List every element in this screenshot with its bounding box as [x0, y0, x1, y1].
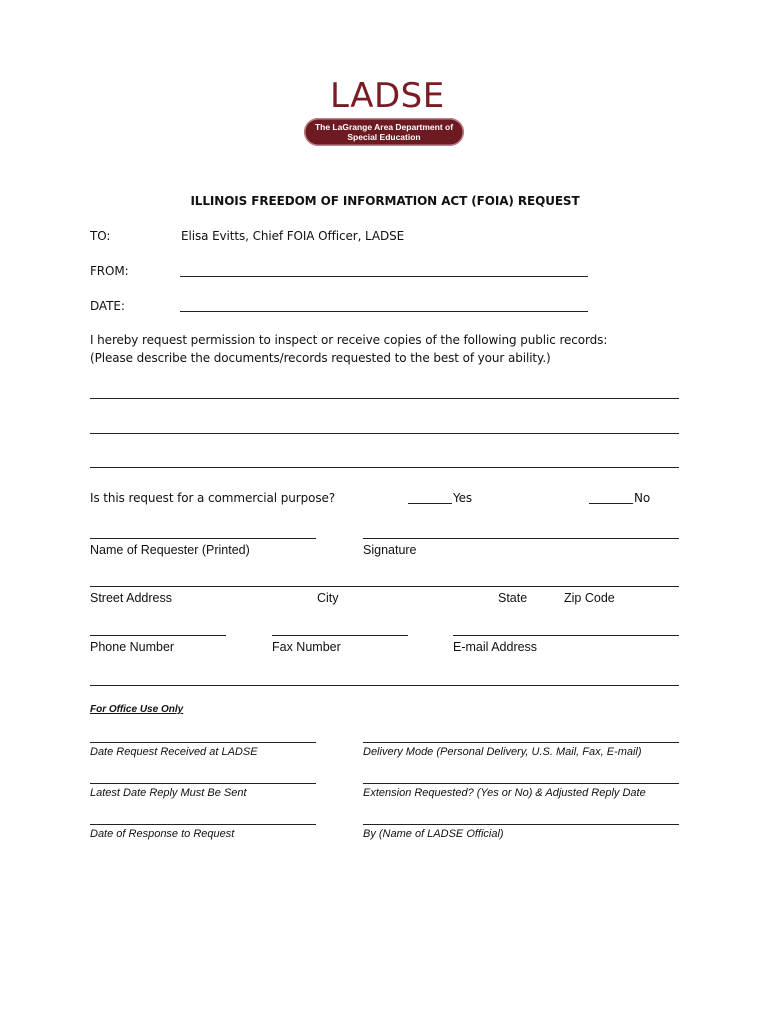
office-use-heading: For Office Use Only — [90, 704, 184, 715]
signature-line[interactable] — [363, 538, 679, 539]
logo-tagline-line1: The LaGrange Area Department of — [314, 122, 454, 132]
form-title: ILLINOIS FREEDOM OF INFORMATION ACT (FOIA) REQUEST — [190, 194, 580, 208]
delivery-mode-line[interactable] — [363, 742, 679, 743]
commercial-purpose-question: Is this request for a commercial purpose? — [90, 491, 336, 505]
to-value: Elisa Evitts, Chief FOIA Officer, LADSE — [181, 229, 405, 243]
city-label: City — [317, 591, 339, 605]
from-field-line[interactable] — [180, 276, 588, 277]
commercial-no-label: No — [634, 491, 651, 505]
official-name-label: By (Name of LADSE Official) — [363, 828, 504, 840]
email-address-label: E-mail Address — [453, 640, 538, 654]
commercial-yes-blank[interactable] — [408, 503, 452, 504]
zip-code-label: Zip Code — [564, 591, 615, 605]
official-name-line[interactable] — [363, 824, 679, 825]
request-instructions-line2: (Please describe the documents/records requested to the best of your ability.) — [90, 351, 551, 365]
state-label: State — [498, 591, 528, 605]
phone-number-label: Phone Number — [90, 640, 175, 654]
fax-number-line[interactable] — [272, 635, 408, 636]
delivery-mode-label: Delivery Mode (Personal Delivery, U.S. Mail, Fax, E-mail) — [363, 746, 642, 758]
date-field-line[interactable] — [180, 311, 588, 312]
extension-label: Extension Requested? (Yes or No) & Adjusted Reply Date — [363, 787, 646, 799]
address-line[interactable] — [90, 586, 679, 587]
records-description-line-2[interactable] — [90, 433, 679, 434]
street-address-label: Street Address — [90, 591, 172, 605]
ladse-logo-tagline-badge — [304, 118, 464, 146]
requester-name-line[interactable] — [90, 538, 316, 539]
latest-reply-label: Latest Date Reply Must Be Sent — [90, 787, 247, 799]
logo-tagline-line2: Special Education — [347, 132, 421, 142]
from-label: FROM: — [90, 264, 129, 278]
fax-number-label: Fax Number — [272, 640, 341, 654]
commercial-no-blank[interactable] — [589, 503, 633, 504]
latest-reply-line[interactable] — [90, 783, 316, 784]
email-address-line[interactable] — [453, 635, 679, 636]
date-received-line[interactable] — [90, 742, 316, 743]
to-label: TO: — [90, 229, 111, 243]
extension-line[interactable] — [363, 783, 679, 784]
response-date-line[interactable] — [90, 824, 316, 825]
separator-line — [90, 685, 679, 686]
commercial-yes-label: Yes — [453, 491, 473, 505]
records-description-line-3[interactable] — [90, 467, 679, 468]
request-instructions-line1: I hereby request permission to inspect or receive copies of the following public records: — [90, 333, 608, 347]
signature-label: Signature — [363, 543, 417, 557]
date-label: DATE: — [90, 299, 125, 313]
requester-name-label: Name of Requester (Printed) — [90, 543, 250, 557]
phone-number-line[interactable] — [90, 635, 226, 636]
records-description-line-1[interactable] — [90, 398, 679, 399]
ladse-logo-text: LADSE — [330, 76, 445, 116]
date-received-label: Date Request Received at LADSE — [90, 746, 258, 758]
response-date-label: Date of Response to Request — [90, 828, 235, 840]
